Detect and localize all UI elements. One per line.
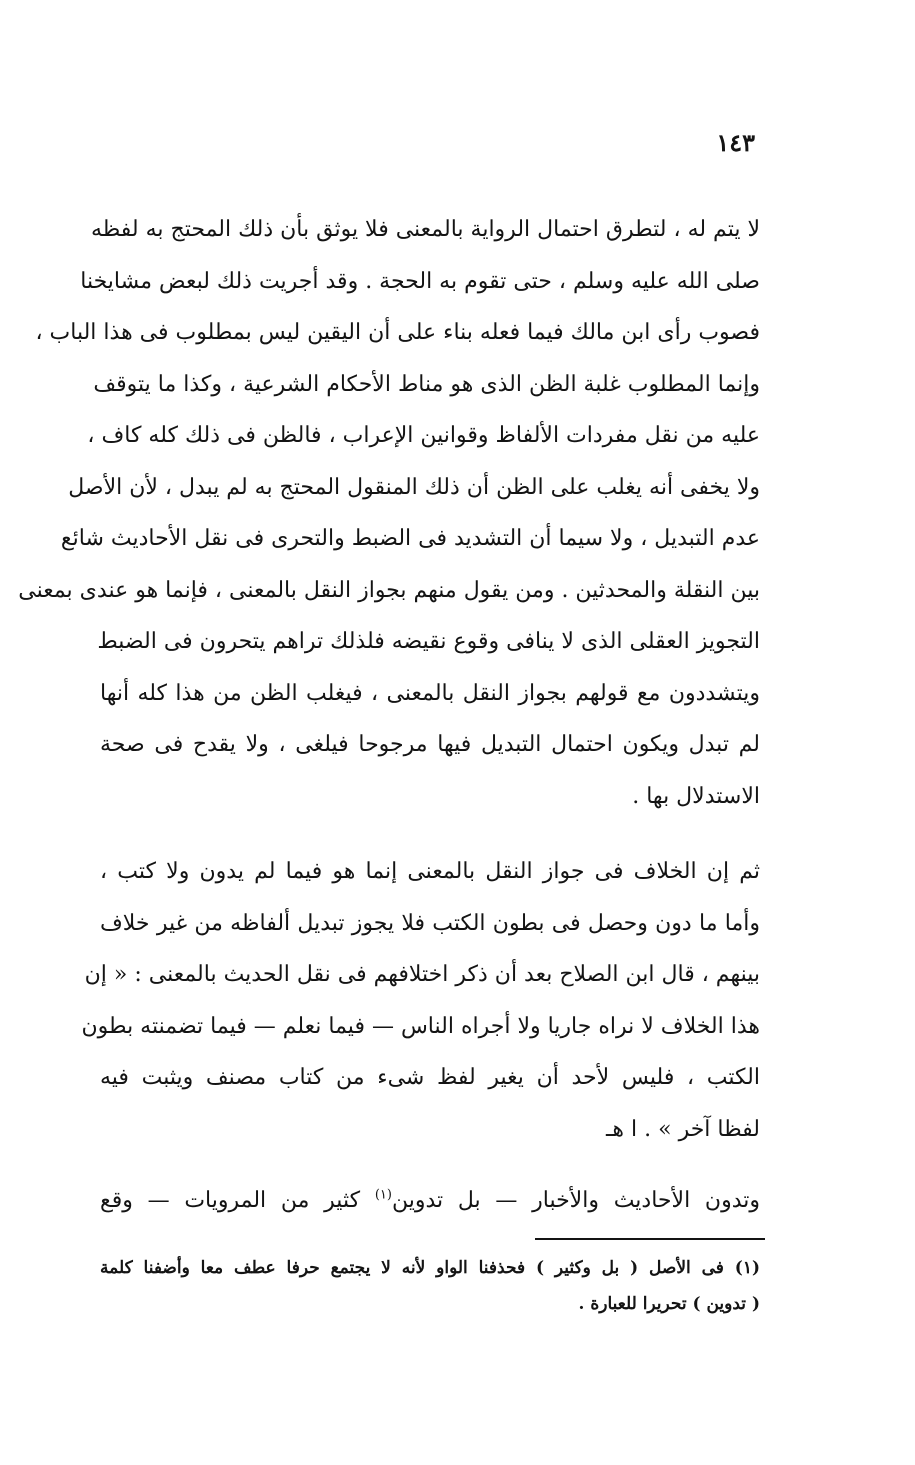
text-line: ثم إن الخلاف فى جواز النقل بالمعنى إنما هو فيما لم يدون ولا كتب ، — [100, 859, 760, 884]
page-number: ١٤٣ — [716, 128, 755, 157]
text-line: عليه من نقل مفردات الألفاظ وقوانين الإعراب ، فالظن فى ذلك كله كاف ، — [87, 423, 760, 448]
text-line: لم تبدل ويكون احتمال التبديل فيها مرجوحا فيلغى ، ولا يقدح فى صحة — [100, 732, 760, 757]
text-line: فصوب رأى ابن مالك فيما فعله بناء على أن اليقين ليس بمطلوب فى هذا الباب ، — [35, 320, 760, 345]
footnote-separator — [535, 1238, 765, 1240]
footnote-line: ( تدوين ) تحريرا للعبارة . — [578, 1294, 760, 1314]
text-line: صلى الله عليه وسلم ، حتى تقوم به الحجة . وقد أجريت ذلك لبعض مشايخنا — [80, 268, 760, 294]
text-line: الاستدلال بها . — [632, 783, 760, 809]
text-line: بينهم ، قال ابن الصلاح بعد أن ذكر اختلافهم فى نقل الحديث بالمعنى : « إن — [84, 962, 760, 987]
paragraph-2 — [81, 846, 760, 1155]
text-line: الكتب ، فليس لأحد أن يغير لفظ شىء من كتاب مصنف ويثبت فيه — [100, 1065, 760, 1090]
text-line: التجويز العقلى الذى لا ينافى وقوع نقيضه فلذلك تراهم يتحرون فى الضبط — [97, 629, 760, 654]
body-text — [18, 204, 761, 1227]
paragraph-gap — [100, 1155, 760, 1175]
footnote — [100, 1250, 760, 1322]
paragraph-gap — [100, 822, 760, 846]
paragraph-1 — [18, 204, 760, 822]
text-line — [100, 1175, 760, 1227]
text-line: وأما ما دون وحصل فى بطون الكتب فلا يجوز تبديل ألفاظه من غير خلاف — [100, 910, 760, 936]
text-line: عدم التبديل ، ولا سيما أن التشديد فى الضبط والتحرى فى نقل الأحاديث شائع — [60, 526, 760, 551]
text-line: وإنما المطلوب غلبة الظن الذى هو مناط الأحكام الشرعية ، وكذا ما يتوقف — [93, 371, 760, 397]
paragraph-3 — [100, 1175, 760, 1227]
footnote-line: (١) فى الأصل ( بل وكثير ) فحذفنا الواو لأنه لا يجتمع حرفا عطف معا وأضفنا كلمة — [100, 1258, 760, 1278]
text-line: بين النقلة والمحدثين . ومن يقول منهم بجواز النقل بالمعنى ، فإنما هو عندى بمعنى — [18, 577, 760, 603]
text-segment: كثير من المرويات — وقع — [100, 1188, 375, 1213]
text-line: لا يتم له ، لتطرق احتمال الرواية بالمعنى فلا يوثق بأن ذلك المحتج به لفظه — [90, 217, 760, 242]
text-line: لفظا آخر » . ا هـ — [605, 1116, 760, 1142]
footnote-marker: (١) — [374, 1187, 392, 1203]
text-line: هذا الخلاف لا نراه جاريا ولا أجراه الناس — فيما نعلم — فيما تضمنته بطون — [81, 1013, 760, 1039]
text-segment: وتدون الأحاديث والأخبار — بل تدوين — [391, 1188, 761, 1213]
text-line: ويتشددون مع قولهم بجواز النقل بالمعنى ، فيغلب الظن من هذا كله أنها — [100, 680, 760, 706]
text-line: ولا يخفى أنه يغلب على الظن أن ذلك المنقول المحتج به لم يبدل ، لأن الأصل — [68, 474, 760, 500]
